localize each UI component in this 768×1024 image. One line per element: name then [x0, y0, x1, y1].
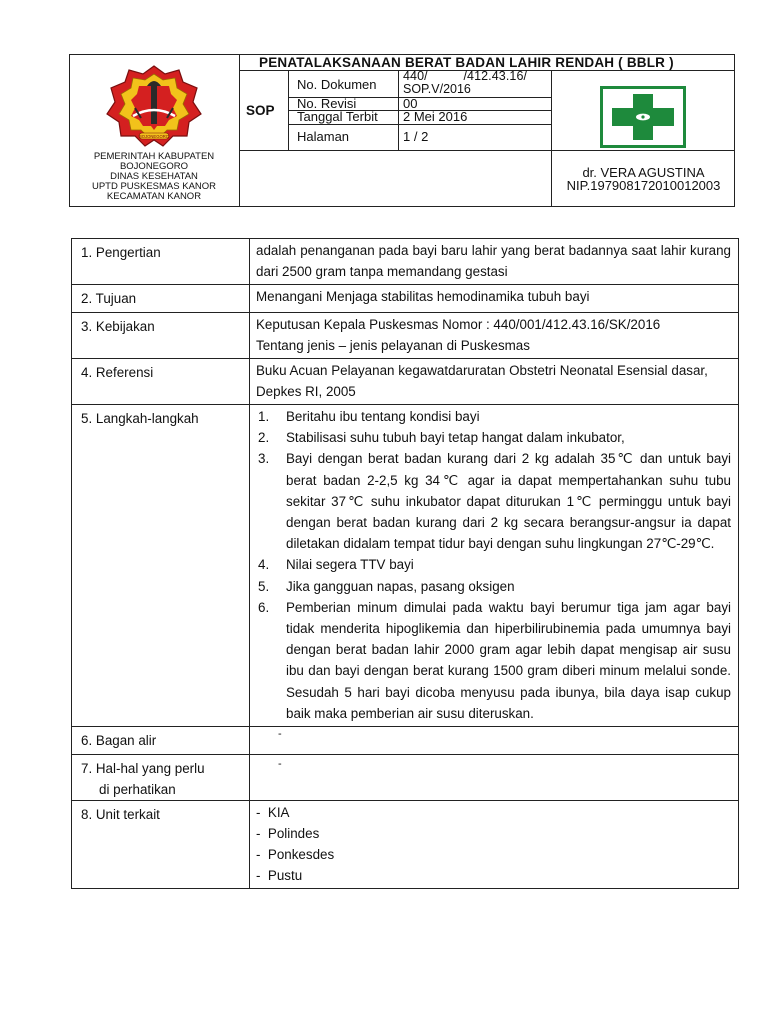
- sop-content-table: [71, 238, 739, 889]
- value-referensi: Buku Acuan Pelayanan kegawatdaruratan Obstetri Neonatal Esensial dasar, Depkes RI, 2005: [250, 359, 739, 405]
- row-hal-hal: [72, 755, 739, 801]
- step-item: [256, 448, 731, 554]
- document-title: PENATALAKSANAAN BERAT BADAN LAHIR RENDAH ( BBLR ): [259, 55, 674, 70]
- step-number: 5.: [258, 578, 270, 594]
- step-text: Stabilisasi suhu tubuh bayi tetap hangat dalam inkubator,: [286, 430, 625, 446]
- regency-logo: [103, 64, 205, 148]
- step-number: 1.: [258, 409, 270, 424]
- row-pengertian: [72, 239, 739, 285]
- doc-number-value-2: SOP.V/2016: [403, 82, 471, 96]
- unit-text: Ponkesdes: [267, 847, 335, 863]
- value-tujuan: Menangani Menjaga stabilitas hemodinamika tubuh bayi: [250, 285, 739, 313]
- step-number: 4.: [258, 557, 270, 573]
- revision-label: No. Revisi: [297, 96, 357, 111]
- signatory-name: dr. VERA AGUSTINA: [582, 165, 705, 180]
- step-text: Jika gangguan napas, pasang oksigen: [286, 578, 515, 594]
- signatory-nip: NIP.197908172010012003: [566, 178, 721, 193]
- doc-number-value: 440/ /412.43.16/: [403, 69, 528, 83]
- steps-list: [256, 406, 731, 724]
- value-pengertian: adalah penanganan pada bayi baru lahir yang berat badannya saat lahir kurang dari 2500 gram tanpa memandang gestasi: [250, 239, 739, 285]
- label-kebijakan: 3. Kebijakan: [72, 313, 250, 359]
- label-unit-terkait: 8. Unit terkait: [72, 801, 250, 889]
- step-item: [256, 554, 731, 575]
- hal-hal-label-line: 7. Hal-hal yang perlu: [81, 761, 205, 777]
- label-bagan-alir: 6. Bagan alir: [72, 727, 250, 755]
- sop-label: SOP: [246, 103, 275, 118]
- step-item: [256, 427, 731, 448]
- label-referensi: 4. Referensi: [72, 359, 250, 405]
- value-bagan-alir: [250, 727, 739, 755]
- doc-number-label: No. Dokumen: [297, 77, 377, 92]
- page-value: 1 / 2: [403, 129, 429, 144]
- value-kebijakan: [250, 313, 739, 359]
- value-unit-terkait: [250, 801, 739, 889]
- hal-hal-label-line: di perhatikan: [99, 782, 176, 798]
- row-langkah: [72, 405, 739, 727]
- value-langkah: [250, 405, 739, 727]
- institution-block: [70, 152, 238, 202]
- step-item: [256, 576, 731, 597]
- step-item: [256, 597, 731, 724]
- institution-line: DINAS KESEHATAN: [110, 171, 198, 182]
- kebijakan-line: Tentang jenis – jenis pelayanan di Puskesmas: [256, 338, 530, 353]
- logo-text: BOJONEGORO: [138, 134, 170, 139]
- step-item: [256, 406, 731, 427]
- institution-line: PEMERINTAH KABUPATEN: [93, 151, 215, 162]
- label-pengertian: 1. Pengertian: [72, 239, 250, 285]
- row-kebijakan: [72, 313, 739, 359]
- step-text: Nilai segera TTV bayi: [286, 557, 414, 573]
- label-tujuan: 2. Tujuan: [72, 285, 250, 313]
- bagan-alir-dash: -: [278, 728, 282, 741]
- hal-hal-dash: -: [278, 758, 282, 771]
- unit-text: Pustu: [267, 868, 303, 884]
- unit-item: - KIA: [256, 805, 290, 821]
- row-unit-terkait: [72, 801, 739, 889]
- step-text: Pemberian minum dimulai pada waktu bayi berumur tiga jam agar bayi tidak menderita hipoglikemia dan hiperbilirubinemia pada umumnya bayi dengan berat badan lahir 2000 gram agar lebih dapat mengisap air susu ibu dan bayi dengan berat kurang 1500 gram diberi minum melalui sonde. Sesudah 5 hari bayi dicoba menyusu pada ibunya, bila daya isap cukup baik maka pemberian air susu diteruskan.: [286, 599, 731, 721]
- step-text: Bayi dengan berat badan kurang dari 2 kg adalah 35℃ dan untuk bayi berat badan 2-2,5 kg 34℃ agar ia dapat mempertahankan suhu tubu sekitar 37℃ suhu inkubator dapat diturukan 1℃ perminggu untuk bayi dengan berat badan kurang dari 2 kg secara berangsur-angsur ia dapat diletakan didalam tempat tidur bayi dengan suhu lingkungan 27℃-29℃.: [286, 451, 731, 552]
- page-label: Halaman: [297, 129, 350, 144]
- step-text: Beritahu ibu tentang kondisi bayi: [286, 409, 480, 424]
- row-referensi: [72, 359, 739, 405]
- step-number: 6.: [258, 599, 270, 615]
- step-number: 3.: [258, 451, 270, 467]
- institution-line: BOJONEGORO: [119, 161, 189, 172]
- row-tujuan: [72, 285, 739, 313]
- label-hal-hal: [72, 755, 250, 801]
- row-bagan-alir: [72, 727, 739, 755]
- value-hal-hal: [250, 755, 739, 801]
- unit-text: KIA: [267, 805, 290, 821]
- unit-list: [256, 802, 731, 886]
- unit-item: - Pustu: [256, 868, 303, 884]
- unit-text: Polindes: [267, 826, 320, 842]
- kebijakan-line: Keputusan Kepala Puskesmas Nomor : 440/001/412.43.16/SK/2016: [256, 317, 661, 332]
- issue-date-label: Tanggal Terbit: [297, 109, 378, 124]
- label-langkah: 5. Langkah-langkah: [72, 405, 250, 727]
- institution-line: KECAMATAN KANOR: [106, 191, 202, 202]
- institution-line: UPTD PUSKESMAS KANOR: [91, 181, 217, 192]
- unit-item: - Polindes: [256, 826, 320, 842]
- unit-item: - Ponkesdes: [256, 847, 335, 863]
- puskesmas-logo: [600, 86, 686, 148]
- revision-value: 00: [403, 96, 418, 111]
- step-number: 2.: [258, 430, 270, 446]
- issue-date-value: 2 Mei 2016: [403, 109, 468, 124]
